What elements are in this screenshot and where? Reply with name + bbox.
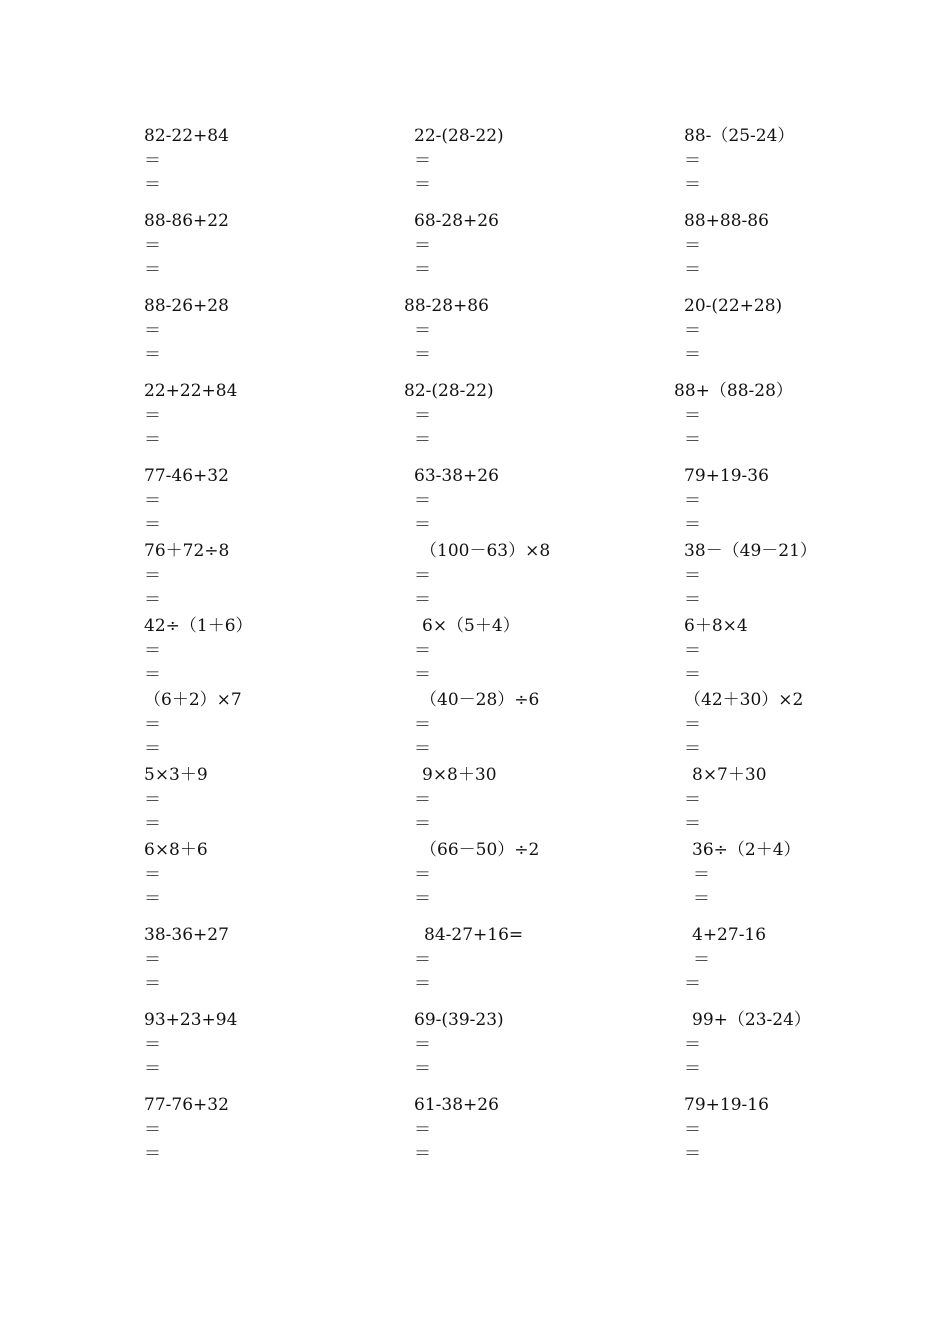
problem-expression: 68-28+26	[414, 211, 499, 231]
problem-cell	[144, 464, 229, 538]
answer-line[interactable]: ＝	[684, 640, 701, 661]
answer-line[interactable]: ＝	[684, 150, 701, 171]
problem-expression: 8×7＋30	[692, 765, 767, 785]
problem-cell	[684, 923, 766, 997]
answer-line[interactable]: ＝	[414, 260, 431, 280]
answer-line[interactable]: ＝	[684, 235, 701, 256]
answer-line[interactable]: ＝	[684, 490, 701, 511]
answer-line[interactable]: ＝	[414, 640, 431, 661]
problem-cell	[414, 838, 539, 912]
answer-line[interactable]: ＝	[414, 864, 431, 885]
problem-expression: 82-(28-22)	[404, 381, 494, 401]
answer-line[interactable]: ＝	[414, 515, 431, 535]
answer-line[interactable]: ＝	[693, 949, 710, 970]
answer-line[interactable]: ＝	[414, 175, 431, 195]
problem-expression: 69-(39-23)	[414, 1010, 504, 1030]
problem-expression: 61-38+26	[414, 1095, 499, 1115]
problem-cell	[414, 539, 550, 613]
answer-line[interactable]: ＝	[144, 235, 161, 256]
answer-line[interactable]: ＝	[144, 260, 161, 280]
problem-cell	[414, 923, 523, 997]
problem-expression: 82-22+84	[144, 126, 229, 146]
problem-expression: 88+（88-28）	[674, 381, 793, 401]
answer-line[interactable]: ＝	[144, 490, 161, 511]
problem-cell	[144, 838, 208, 912]
problem-cell	[144, 124, 229, 198]
answer-line[interactable]: ＝	[414, 889, 431, 909]
problem-cell	[414, 614, 520, 688]
answer-line[interactable]: ＝	[684, 665, 701, 685]
problem-cell	[414, 464, 499, 538]
answer-line[interactable]: ＝	[414, 974, 431, 994]
answer-line[interactable]: ＝	[684, 814, 701, 834]
answer-line[interactable]: ＝	[684, 565, 701, 586]
problem-expression: 22+22+84	[144, 381, 238, 401]
answer-line[interactable]: ＝	[414, 739, 431, 759]
problem-expression: 38－（49－21）	[684, 541, 817, 561]
answer-line[interactable]: ＝	[414, 1144, 431, 1164]
answer-line[interactable]: ＝	[414, 430, 431, 450]
problem-cell	[414, 763, 497, 837]
problem-expression: 20-(22+28)	[684, 296, 783, 316]
problem-cell	[684, 614, 748, 688]
answer-line[interactable]: ＝	[684, 320, 701, 341]
answer-line[interactable]: ＝	[414, 1034, 431, 1055]
answer-line[interactable]: ＝	[684, 1144, 701, 1164]
answer-line[interactable]: ＝	[144, 789, 161, 810]
problem-expression: 88-26+28	[144, 296, 229, 316]
answer-line[interactable]: ＝	[144, 714, 161, 735]
problem-cell	[414, 688, 539, 762]
answer-line[interactable]: ＝	[144, 320, 161, 341]
problem-cell	[144, 1008, 237, 1082]
problem-cell	[684, 838, 801, 912]
answer-line[interactable]: ＝	[144, 814, 161, 834]
problem-cell	[414, 124, 504, 198]
problem-expression: 6＋8×4	[684, 616, 748, 636]
problem-expression: 5×3＋9	[144, 765, 208, 785]
problem-expression: 99+（23-24）	[692, 1010, 811, 1030]
problem-cell	[674, 379, 793, 453]
problem-cell	[684, 1093, 769, 1167]
answer-line[interactable]: ＝	[144, 864, 161, 885]
problem-expression: （66－50）÷2	[420, 840, 540, 860]
problem-expression: 79+19-36	[684, 466, 769, 486]
problem-cell	[684, 1008, 811, 1082]
answer-line[interactable]: ＝	[414, 150, 431, 171]
answer-line[interactable]: ＝	[684, 714, 701, 735]
problem-cell	[414, 209, 499, 283]
problem-expression: （6＋2）×7	[144, 690, 242, 710]
answer-line[interactable]: ＝	[414, 320, 431, 341]
problem-cell	[144, 1093, 229, 1167]
problem-expression: 88-86+22	[144, 211, 229, 231]
answer-line[interactable]: ＝	[144, 1034, 161, 1055]
answer-line[interactable]: ＝	[414, 665, 431, 685]
problem-expression: 93+23+94	[144, 1010, 238, 1030]
answer-line[interactable]: ＝	[684, 430, 701, 450]
answer-line[interactable]: ＝	[144, 1059, 161, 1079]
problem-cell	[144, 614, 253, 688]
answer-line[interactable]: ＝	[144, 150, 161, 171]
problem-expression: 79+19-16	[684, 1095, 769, 1115]
answer-line[interactable]: ＝	[684, 974, 701, 994]
answer-line[interactable]: ＝	[693, 864, 710, 885]
answer-line[interactable]: ＝	[684, 1119, 701, 1140]
answer-line[interactable]: ＝	[144, 590, 161, 610]
answer-line[interactable]: ＝	[144, 1144, 161, 1164]
answer-line[interactable]: ＝	[144, 430, 161, 450]
problem-cell	[414, 1008, 504, 1082]
answer-line[interactable]: ＝	[414, 490, 431, 511]
problem-cell	[144, 379, 237, 453]
answer-line[interactable]: ＝	[684, 515, 701, 535]
problem-expression: 88+88-86	[684, 211, 769, 231]
problem-cell	[414, 1093, 499, 1167]
problem-expression: 38-36+27	[144, 925, 229, 945]
answer-line[interactable]: ＝	[414, 345, 431, 365]
answer-line[interactable]: ＝	[414, 1119, 431, 1140]
answer-line[interactable]: ＝	[144, 345, 161, 365]
problem-cell	[404, 294, 489, 368]
problem-expression: 22-(28-22)	[414, 126, 504, 146]
answer-line[interactable]: ＝	[414, 590, 431, 610]
problem-expression: 88-28+86	[404, 296, 489, 316]
problem-cell	[684, 209, 769, 283]
answer-line[interactable]: ＝	[684, 260, 701, 280]
problem-expression: 9×8＋30	[422, 765, 497, 785]
answer-line[interactable]: ＝	[684, 590, 701, 610]
answer-line[interactable]: ＝	[693, 889, 710, 909]
answer-line[interactable]: ＝	[414, 714, 431, 735]
answer-line[interactable]: ＝	[144, 739, 161, 759]
problem-expression: 77-76+32	[144, 1095, 229, 1115]
answer-line[interactable]: ＝	[684, 175, 701, 195]
answer-line[interactable]: ＝	[414, 565, 431, 586]
problem-cell	[144, 763, 208, 837]
problem-cell	[684, 688, 803, 762]
problem-expression: （100－63）×8	[420, 541, 551, 561]
problem-expression: 6×8＋6	[144, 840, 208, 860]
problem-cell	[144, 923, 229, 997]
answer-line[interactable]: ＝	[144, 175, 161, 195]
answer-line[interactable]: ＝	[414, 789, 431, 810]
answer-line[interactable]: ＝	[144, 974, 161, 994]
problem-cell	[404, 379, 494, 453]
problem-cell	[144, 688, 242, 762]
answer-line[interactable]: ＝	[144, 949, 161, 970]
answer-line[interactable]: ＝	[414, 1059, 431, 1079]
answer-line[interactable]: ＝	[684, 345, 701, 365]
answer-line[interactable]: ＝	[144, 665, 161, 685]
problem-cell	[144, 294, 229, 368]
answer-line[interactable]: ＝	[144, 405, 161, 426]
answer-line[interactable]: ＝	[144, 565, 161, 586]
problem-expression: 36÷（2＋4）	[692, 840, 801, 860]
problem-cell	[144, 539, 229, 613]
problem-cell	[684, 539, 817, 613]
problem-expression: 4+27-16	[692, 925, 767, 945]
answer-line[interactable]: ＝	[414, 949, 431, 970]
problem-cell	[684, 763, 767, 837]
answer-line[interactable]: ＝	[414, 814, 431, 834]
problem-cell	[684, 124, 794, 198]
answer-line[interactable]: ＝	[144, 640, 161, 661]
problem-expression: （42＋30）×2	[684, 690, 804, 710]
answer-line[interactable]: ＝	[144, 1119, 161, 1140]
problem-cell	[684, 464, 769, 538]
answer-line[interactable]: ＝	[144, 515, 161, 535]
answer-line[interactable]: ＝	[414, 405, 431, 426]
problem-expression: 88-（25-24）	[684, 126, 795, 146]
answer-line[interactable]: ＝	[144, 889, 161, 909]
answer-line[interactable]: ＝	[684, 1059, 701, 1079]
problem-cell	[144, 209, 229, 283]
problem-expression: 6×（5＋4）	[422, 616, 520, 636]
answer-line[interactable]: ＝	[414, 235, 431, 256]
answer-line[interactable]: ＝	[684, 1034, 701, 1055]
answer-line[interactable]: ＝	[684, 405, 701, 426]
problem-cell	[684, 294, 782, 368]
problem-expression: 42÷（1＋6）	[144, 616, 253, 636]
problem-expression: （40－28）÷6	[420, 690, 540, 710]
problem-expression: 77-46+32	[144, 466, 229, 486]
problem-expression: 63-38+26	[414, 466, 499, 486]
answer-line[interactable]: ＝	[684, 789, 701, 810]
answer-line[interactable]: ＝	[684, 739, 701, 759]
problem-expression: 76＋72÷8	[144, 541, 230, 561]
problem-expression: 84-27+16=	[424, 925, 524, 945]
